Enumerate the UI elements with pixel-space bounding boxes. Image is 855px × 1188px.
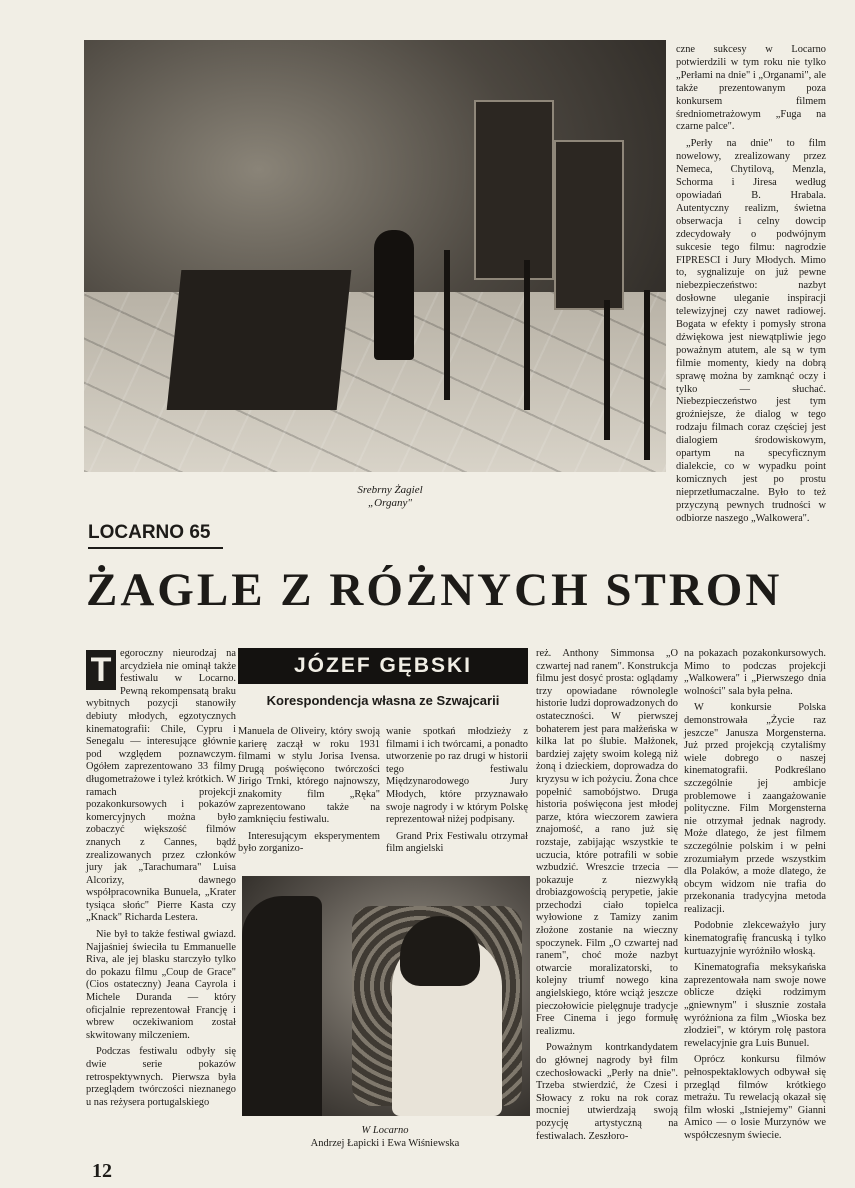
photo-hair (400, 916, 480, 986)
bottom-photo-caption-title: W Locarno (361, 1125, 409, 1136)
photo-figure (374, 230, 414, 360)
column-5 (684, 648, 826, 1147)
page-number: 12 (92, 1160, 112, 1182)
column-3 (386, 726, 528, 860)
column-4 (536, 648, 678, 1147)
paragraph-text: egoroczny nieurodzaj na arcydzieła nie ominął także festiwalu w Locarno. Pewną rekompensatą braku wybitnych pozycji stanowiły debiuty młodych, egzotycznych kinematografii: Chile, Cypru i Senegalu — interesujące głównie pod względem poznawczym. Ogółem zaprezentowano 33 filmy długometrażowe i tyleż krótkich. W ramach projekcji pozakonkursowych i pokazów komercyjnych można było zobaczyć większość filmów znanych z Cannes, bądź zrealizowanych przez członków jury jak „Tarachumara" Luisa Alcorizy, dawnego współpracownika Bunuela, „Krater tysiąca słońc" Pierre Kasta czy „Knack" Richarda Lestera. (86, 648, 236, 924)
paragraph: Oprócz konkursu filmów pełnospektaklowych odbywał się przegląd filmów krótkiego metrażu. Tu rewelacją okazał się film włoski „Istniejemy" Gianni Amico — o losie Murzynów we współczesnym świecie. (684, 1054, 826, 1141)
paragraph: Nie był to także festiwal gwiazd. Najjaśniej świeciła tu Emmanuelle Riva, ale jej blasku starczyło tylko do pokazu filmu „Coup de Grace" (Cios ostateczny) Jeana Cayrola i Michele Duranda — który oficjalnie reprezentował Francję i wbrew oczekiwaniom został skwitowany milczeniem. (86, 929, 236, 1041)
paragraph: Grand Prix Festiwalu otrzymał film angielski (386, 830, 528, 855)
photo-music-stand (524, 260, 530, 410)
bottom-photo-caption-sub: Andrzej Łapicki i Ewa Wiśniewska (310, 1138, 460, 1149)
paragraph: „Perły na dnie" to film nowelowy, zrealizowany przez Nemeca, Chytilovą, Menzla, Schorma i Jiresa według opowiadań B. Hrabala. Autentyczny realizm, świetna obserwacja i celny dowcip zdecydowały o podwójnym sukcesie tego filmu: nagrodzie FIPRESCI i Jury Młodych. Mimo to, sygnalizuje on już pewne niebezpieczeństwo: nazbyt dosłowne uleganie inspiracji telewizyjnej czy nawet radiowej. Bogata w efekty i pomysły strona dźwiękowa jest niewątpliwie jego poważnym atutem, ale są w tym filmie momenty, kiedy na dobrą sprawę można by zamknąć oczy i tylko — słuchać. Niebezpieczeństwo jest tym groźniejsze, że dialog w tego rodzaju filmach coraz częściej jest dialogiem środowiskowym, opartym na specyficznym dialekcie, co w wypadku point komicznych jest po prostu nieprzetłumaczalne. Było to też przyczyną pewnych trudności w odbiorze naszego „Walkowera". (676, 138, 826, 524)
paragraph: Podczas festiwalu odbyły się dwie serie pokazów retrospektywnych. Pierwsza była przeglądem twórczości nieznanego u nas reżysera portugalskiego (86, 1046, 236, 1108)
column-1 (86, 648, 236, 1113)
right-top-column (676, 44, 826, 530)
photo-man (242, 896, 322, 1116)
locarno-photo (242, 876, 530, 1116)
article-headline: ŻAGLE Z RÓŻNYCH STRON (86, 564, 783, 616)
photo-music-stand (444, 250, 450, 400)
drop-cap: T (86, 650, 116, 690)
top-photo-caption-title: Srebrny Żagiel (357, 484, 423, 496)
paragraph: Interesującym eksperymentem było zorganizo- (238, 830, 380, 855)
bottom-photo-caption (260, 1124, 510, 1150)
photo-music-stand (644, 290, 650, 460)
organy-still-photo (84, 40, 666, 472)
photo-music-stand (604, 300, 610, 440)
paragraph: W konkursie Polska demonstrowała „Życie raz jeszcze" Janusza Morgensterna. Już przed projekcją czytaliśmy wiele dobrego o naszej kinematografii. Podkreślano szczególnie jej ambicje problemowe i zaangażowanie polityczne. Film Morgensterna nie otrzymał jednak nagrody. Może dlatego, że jest filmem szczególnie polskim i w pełni zrozumiałym przede wszystkim dla Polaków, a może dlatego, że obcym widzom nie trafia do przekonania tradycyjna metoda realizacji. (684, 702, 826, 915)
photo-poster-board (554, 140, 624, 310)
paragraph (86, 648, 236, 925)
article-subhead: Korespondencja własna ze Szwajcarii (266, 693, 500, 708)
paragraph: na pokazach pozakonkursowych. Mimo to podczas projekcji „Walkowera" i „Pierwszego dnia wolności" sala była pełna. (684, 648, 826, 697)
top-photo-caption-sub: „Organy" (368, 497, 412, 509)
paragraph: Manuela de Oliveiry, który swoją karierę zaczął w roku 1931 filmami w stylu Jorisa Ivensa. Drugą poświęcono twórczości Jirigo Trnki, którego najnowszy, znakomity film „Ręka" zaprezentowano także na zamknięciu festiwalu. (238, 726, 380, 826)
paragraph: Kinematografia meksykańska zaprezentowała nam swoje nowe oblicze dzięki rodzimym „gniewnym" i słusznie została wyróżniona za film „Wioska bez złodziei", w którym rolę pastora rewelacyjnie gra Luis Bunuel. (684, 962, 826, 1049)
paragraph: czne sukcesy w Locarno potwierdzili w tym roku nie tylko „Perłami na dnie" i „Organami", ale także prezentowanym poza konkursem filmem średniometrażowym „Fuga na czarne palce". (676, 44, 826, 133)
column-2 (238, 726, 380, 860)
section-kicker: LOCARNO 65 (88, 522, 223, 549)
paragraph: wanie spotkań młodzieży z filmami i ich twórcami, a ponadto utworzenie po raz drugi w historii tego festiwalu Międzynarodowego Jury Młodych, które przyznawało swoje nagrody i w którym Polskę reprezentował niżej podpisany. (386, 726, 528, 826)
paragraph: Podobnie zlekceważyło jury kinematografię francuską i tylko kurtuazyjnie wyróżniło włoską. (684, 920, 826, 957)
paragraph: Poważnym kontrkandydatem do głównej nagrody był film czechosłowacki „Perły na dnie". Trzeba stwierdzić, że Czesi i Słowacy z roku na rok coraz mocniej utwierdzają swoją pozycję artystyczną na festiwalach. Zeszłoro- (536, 1042, 678, 1142)
paragraph: reż. Anthony Simmonsa „O czwartej nad ranem". Konstrukcja filmu jest dosyć prosta: oglądamy trzy opowiadane równolegle historie ludzi doprowadzonych do ostateczności. W pierwszej bohaterem jest para małżeńska w kilka lat po ślubie. Małżonek, bardziej zajęty swoim kolegą niż żoną i dzieckiem, doprowadza do kryzysu w ich pożyciu. Żona chce popełnić samobójstwo. Druga historia poświęcona jest młodej parze, która wieczorem zawiera znajomość, a rano już się rozstaje, zabijając wszystkie te uczucia, które potrafili w sobie wzbudzić. Wreszcie trzecia — pokazuje z niezwykłą drobiazgowością perypetie, jakie przechodzi ciało topielca wyłowione z Tamizy zanim złożone zostanie na wieczny spoczynek. Film „O czwartej nad ranem", choć może nazbyt otwarcie moralizatorski, to kolejny triumf nowego kina angielskiego, które wciąż jeszcze pieczołowicie pielęgnuje tradycje Free Cinema i jego formułę realizmu. (536, 648, 678, 1037)
photo-poster-board (474, 100, 554, 280)
top-photo-caption (300, 484, 480, 510)
author-byline: JÓZEF GĘBSKI (238, 648, 528, 684)
photo-cabinet (167, 270, 352, 410)
